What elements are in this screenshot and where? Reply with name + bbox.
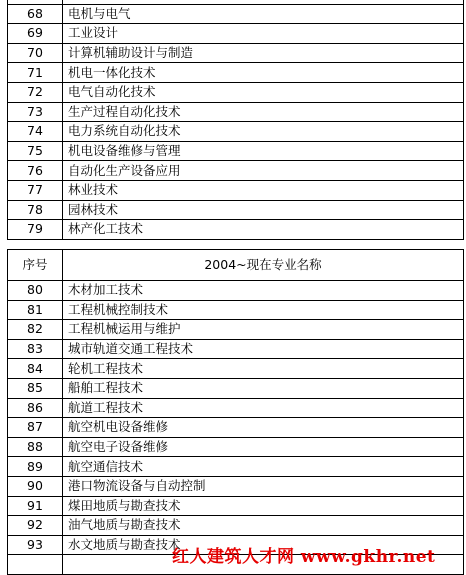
row-major-name: 航空通信技术	[63, 457, 464, 477]
watermark: 红人建筑人才网 www.gkhr.net	[172, 547, 436, 567]
table-row	[8, 281, 464, 301]
table-row	[8, 102, 464, 122]
table-row	[8, 359, 464, 379]
row-major-name: 生产过程自动化技术	[63, 102, 464, 122]
row-major-name: 电气自动化技术	[63, 82, 464, 102]
row-number: 76	[8, 161, 63, 181]
table-row	[8, 339, 464, 359]
row-number: 83	[8, 339, 63, 359]
majors-table-top	[7, 0, 464, 240]
row-number: 82	[8, 320, 63, 340]
row-number: 87	[8, 418, 63, 438]
row-major-name: 航空电子设备维修	[63, 437, 464, 457]
row-number: 79	[8, 220, 63, 240]
row-number: 93	[8, 535, 63, 555]
table-header-row	[8, 250, 464, 281]
table-row	[8, 496, 464, 516]
table-row	[8, 437, 464, 457]
table-row	[8, 418, 464, 438]
row-number: 77	[8, 180, 63, 200]
row-major-name: 林产化工技术	[63, 220, 464, 240]
row-major-name: 机电设备维修与管理	[63, 141, 464, 161]
row-number: 69	[8, 24, 63, 44]
table-row	[8, 141, 464, 161]
row-number: 68	[8, 4, 63, 24]
row-number: 73	[8, 102, 63, 122]
row-major-name: 航空机电设备维修	[63, 418, 464, 438]
row-number: 70	[8, 43, 63, 63]
row-number: 89	[8, 457, 63, 477]
row-number: 92	[8, 516, 63, 536]
row-major-name: 水文地质与勘查技术	[63, 535, 464, 555]
table-row	[8, 24, 464, 44]
row-number: 74	[8, 122, 63, 142]
header-serial-number: 序号	[8, 250, 63, 281]
row-major-name: 机电一体化技术	[63, 63, 464, 83]
row-major-name: 工程机械控制技术	[63, 300, 464, 320]
row-major-name: 林业技术	[63, 180, 464, 200]
row-number: 88	[8, 437, 63, 457]
row-number: 72	[8, 82, 63, 102]
row-number: 91	[8, 496, 63, 516]
row-number: 75	[8, 141, 63, 161]
table-row	[8, 43, 464, 63]
table-row	[8, 180, 464, 200]
table-row	[8, 300, 464, 320]
table-row	[8, 476, 464, 496]
row-major-name: 园林技术	[63, 200, 464, 220]
table-row	[8, 63, 464, 83]
row-number: 71	[8, 63, 63, 83]
table-row	[8, 122, 464, 142]
table-row	[8, 320, 464, 340]
row-number: 90	[8, 476, 63, 496]
row-major-name: 轮机工程技术	[63, 359, 464, 379]
row-number: 78	[8, 200, 63, 220]
table-row	[8, 516, 464, 536]
table-row	[8, 161, 464, 181]
table-row	[8, 200, 464, 220]
row-major-name: 计算机辅助设计与制造	[63, 43, 464, 63]
row-number: 80	[8, 281, 63, 301]
row-major-name: 油气地质与勘查技术	[63, 516, 464, 536]
row-major-name: 电机与电气	[63, 4, 464, 24]
row-major-name: 城市轨道交通工程技术	[63, 339, 464, 359]
row-number: 85	[8, 378, 63, 398]
header-major-name: 2004~现在专业名称	[63, 250, 464, 281]
row-number: 84	[8, 359, 63, 379]
table-row	[8, 82, 464, 102]
row-number: 86	[8, 398, 63, 418]
row-major-name: 船舶工程技术	[63, 378, 464, 398]
row-major-name: 港口物流设备与自动控制	[63, 476, 464, 496]
row-major-name: 工业设计	[63, 24, 464, 44]
row-major-name: 电力系统自动化技术	[63, 122, 464, 142]
row-major-name: 工程机械运用与维护	[63, 320, 464, 340]
table-row	[8, 398, 464, 418]
row-major-name: 木材加工技术	[63, 281, 464, 301]
table-row	[8, 457, 464, 477]
row-major-name: 自动化生产设备应用	[63, 161, 464, 181]
table-row	[8, 4, 464, 24]
majors-table-bottom	[7, 249, 464, 575]
row-number: 81	[8, 300, 63, 320]
row-major-name: 航道工程技术	[63, 398, 464, 418]
row-number	[8, 555, 63, 575]
table-row	[8, 378, 464, 398]
row-major-name: 煤田地质与勘查技术	[63, 496, 464, 516]
table-row	[8, 220, 464, 240]
